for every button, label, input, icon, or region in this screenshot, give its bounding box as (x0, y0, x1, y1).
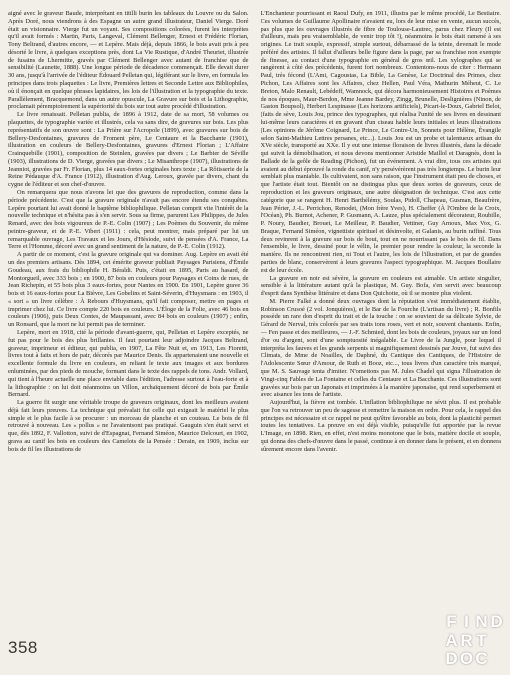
logo-letter: D (445, 649, 458, 669)
logo-letter (489, 632, 504, 651)
paragraph: La guerre fit surgir une véritable troupe de graveurs originaux, dont les meilleurs avaient déjà fait leurs preuves. La technique qui prévalait fut celle qui exigeait le matériel le plus simple et le plus facile à se procurer : un morceau de planche et un couteau. Le bois de fil retrouvé à nouveau. Les « pollus » ne l'avaientsont pas pratiqué. Gauguin s'en était servi et que, dès 1892, F. Vallotton, suivi de d'Espagnat, Fernand Siméon, Maurice Delcourt, en 1902, grava au canif les bois en couleurs des Camelots de la Pensée : Derain, en 1909, inclus sur bois de fil les illustrations de (8, 399, 249, 453)
paragraph: A partir de ce moment, c'est la gravure originale qui va dominer. Aug. Lepère en avait été un des premiers artisans. Dès 1894, cet émérite graveur publiait Paysages Parisiens, d'Émile Goudeau, aux frais du bibliophile H. Béraldi. Puis, c'était en 1895, Paris au hasard, de Montorgueil, avec 333 bois ; en 1900, 87 bois en couleurs pour Paysages et Coins de rues, de Jean Richepin, et 55 bois plus 3 eaux-fortes, pour Nantes en 1900. En 1901, Lepère grave 36 bois et 16 eaux-fortes pour La Bièvre, Les Gobelins et Saint-Séverin, d'Huysmans : en 1903, il « sort » un livre célèbre : À Rebours d'Huysmans, qu'il fait composer, mettre en pages et imprimer chez lui. Ce livre compte 220 bois en couleurs. L'Éloge de la Folie, avec 46 bois en couleurs (1906), puis Deux Contes, de Maupassant, avec 84 bois en couleurs (1907) ; enfin, un Ronsard, que la mort ne lui permit pas de terminer. (8, 251, 249, 329)
left-column (8, 10, 249, 624)
logo-letter: C (475, 649, 488, 669)
logo-letter (489, 650, 504, 669)
logo-letter: N (475, 612, 488, 631)
page-number: 358 (8, 638, 38, 657)
logo-letter: I (464, 612, 469, 631)
paragraph: M. Pierre Falké a donné deux ouvrages dont la réputation s'est immédiatement établie, Robinson Crusoé (2 vol. Jonquières), et le Bar de la Fourche (L'artisan du livre) ; R. Bonfils possède un rare don d'esprit du trait et de la touche : on se souvient de sa délicate Sylvie, de Gérard de Nerval, très colorés par ses traits tons roses, vert et noir, souvent chantants. Enfin, — Fen passe et des meilleures, — J.-F. Schmied, dont les bois de couleurs, joyaux sur un fond d'or ou d'argent, sont d'une somptuosité inégalable. Le Livre de la Jungle, pour lequel il interpréta les fauves et les grands serpents si magnifiquement dessinés par Jouve, fut suivi des Climats, de Mme de Noailles, de Daphné, du Cantique des Cantiques, de l'Histoire de l'Adolescente Sœur d'Amour, de Ruth et Booz, etc..., tous livres d'un caractère très marqué, que M. S. Sauvage tenta d'imiter. N'omettons pas M. Jules Chadel qui signa l'illustration de Vingt-cinq Fables de La Fontaine et celles du Centaure et La Bacchante. Ces illustrations sont gravées sur bois par un Japonais et imprimées à la manière japonaise, qui rend superbement et avec aisance les tons de l'artiste. (260, 297, 501, 399)
paragraph: La gravure en noir est sévère, la gravure en couleurs est aimable. Un artiste singulier, sensible à la littérature autant qu'à la plastique, M. Guy. Bofa, s'en servit avec beaucoup d'esprit dans Synthèse littéraire et dans Don Quichotte, où il se montre plus violent. (260, 274, 501, 298)
paragraph: L'Enchanteur pourrissant et Raoul Dufy, en 1911, illustra par le même procédé, Le Bestiaire. Ces volumes de Guillaume Apollinaire n'avaient eu, lors de leur mise en vente, aucun succès, pas plus que les ouvrages illustrés de fibre de Toulouse-Lautrec, parus chez Fleury (Il est d'ailleurs, mais peu vraisemblable, de venir trop tôt !), néanmoins le bois était ramené à ses origines. Le trait souple, expressif, simple surtout, débarrassé de la teinte, devenait le mode préféré des artistes. Il fallut d'ailleurs belle figure dans la page, par sa franchise non exempte de finesse, au contact d'une typographie en général de gros œil. Les xylographes qui se rangèrent à côté des précédents, furent fort nombreux. Contentons-nous de citer : Hermann Paul, très fécond (L'Ami, Cagoustas, La Bible, La Genèse, Le Doctrinal des Primes, chez Pichon, Les Affaires sont les Affaires, chez Hellen, Paul Véra, Mathurin Méheut, C. Le Breton, Malo Renault, Lebédeff, Wamnock, qui décora harmonieusement Histoires et Poèmes de nos époques, Maur-Berdon, Mme Jeanne Bardey, Zingg, Brunelle, Deslignières (Ninon, de Gaston Boupsol), Herbert Lespinasse (Les horizons artificiels), Picart-le-Doux, Gabriel Belot, (faits de sève, Louis Jou, prince des typographes, qui réalisa l'unité de ses livres en dessinant lui-même leurs caractères et en gravant d'un ciseau habile leurs initiales et leurs illustrations (Les opinions de Jérôme Coignard, Le Prince, Le Contre-Un, Sonnets pour Hélène, Évangile selon Saint-Mathieu Lettres persanes, etc...). Louis Jou est un probe et talentueux artisan du XVe siècle, transporté au XXe. Il y eut une intense floraison de livres illustrés, dans la décade qui suivit la démobilisation, et nous devons mentionner Aristide Maillol et Daragnès, dont la Ballade de la geôle de Reading (Pichon), fut un événement. A vrai dire, tous ces artistes qui avaient au début éprouvé la ronde du canif, n'y persévérèrent pas très longtemps. Le burin leur semblait plus maniable. Ils cultivaient, non sans raison, que l'instrument était peu de choses, et que l'artiste était tout. Bientôt on ne distingua plus que deux sortes de graveurs, ceux de reproduction et les graveurs originaux, une autre désignation de technique. C'est aux cette catégorie que se rangent H. Henri Barthélémy, Soulas, Pidoll, Chapeau, Gusman, Beaufrère, Jean Périer, J.-L. Perrichon, Renodet, (Mon frère Yves), H. Cheffer (À l'Ombre de la Croix, l'Océan), Ph. Burnot, Achener, P. Gusmann, A. Lauze, plus spécialement décorateur, Roubille, P. Noury, Baudier, Brouet, Le Meilleur, P. Baudier, Vettiner, Guy Arnoux, Max Vox, G. Braque, Fernand Siméon, vignettiste spirituel et désinvolte, et Galanis, au burin raffiné. Tous deux revinrent à la gravure sur bois de bout, tout en ne nourrissant pas le bois de fil. Dans l'ensemble, le livre, dessiné pour le vélin, le premier pour rendre la couleur, la seconde la manière. Ils ne rencontrent rien, ni Tout et l'autre, les lois de l'illustration, et par de grandes parties de blanc, conservèrent à leurs gravures l'aspect typographique. M. Jacques Boullaire est de leur école. (260, 10, 501, 274)
right-column (261, 10, 502, 624)
logo-letter: A (445, 630, 458, 650)
logo-letter: R (460, 630, 473, 650)
paragraph: On remarquera que nous n'avons lei que des gravures de reproduction, comme dans la période précédente. C'est que la gravure originale n'avait pas encore étendu ses conquêtes. Lepère pourtant lui avait donné le baptême bibliophilique. Pelletan comprit vite l'intérêt de la nouvelle technique et n'hésita pas à s'en servir. Sous sa firme, parurent Les Philippes, de Jules Renard, avec des bois vigoureux de P.-E. Colin (1907) ; Les Poèmes du Souvenir, du même peintre-graveur, et de P.-E. Vibert (1911) : cela, peut montrer, mais préparé par lui un remarquable ouvrage, Les Travaux et les Jours, d'Hésiode, suivi de pensées d'A. France, La Terre et l'Homme, décoré avec un grand sentiment de la nature, de P.-E. Colin (1912). (8, 188, 249, 251)
paragraph: Le livre renaissait. Pelletan publia, de 1896 à 1912, date de sa mort, 58 volumes ou plaquettes, de typographie variée et illustrés, cela va sans dire, de gravures sur bois. Les plus représentatifs de son œuvre sont : La Prière sur l'Acropole (1899), avec gravures sur bois de Bellery-Desfontaines, gravures de Froment père, Le Centaure et la Bacchante (1901), illustration en couleurs de Bellery-Desfontaines, gravures d'Ernest Florian ; L'Affaire Crainquebille (1901), composition de Steinlen, gravées par divers ; Le Barbier de Séville (1903), illustrations de D. Vierge, gravées par divers ; Le Misanthrope (1907), illustrations de Jeanniot, gravées par Fr. Florian, plus 14 eaux-fortes originales hors texte ; La Rôtisserie de la Reine Pédauque d'A. France (1912), illustration d'Aug. Leroux, gravée par divers, chant du cygne de l'éditeur et son chef-d'œuvre. (8, 111, 249, 189)
logo-letter: O (459, 649, 474, 669)
paragraph: Lepère, mort en 1918, cité la période d'avant-guerre, qui, Pelletan et Lepère exceptés, ne fut pas pour le bois des plus brillantes. Il faut pourtant leur adjoindre Jacques Beltrand, graveur, imprimeur et éditeur, qui publia, en 1907, La Fête Nuit et, en 1913, Les Fioretti, livres tout à faits et hors de pair, décorés par Maurice Denis. Ils appartenaient une nouvelle et excellente formule du livre en couleurs, en reliant le texte aux images et aux bordures enluminées, par des pieds de mouche, formant dans le texte des rappels de tons. Andr. Vollard, qui tient à l'heure actuelle une place enviable dans l'édition, l'adresse surtout à l'eau-forte et à la lithographie : on lui doit néanmoins un Villon, archaïquement décoré de bois par Émile Bernard. (8, 329, 249, 399)
logo-letter: T (476, 630, 487, 650)
text-columns (8, 10, 501, 624)
paragraph: Aujourd'hui, la fièvre est tombée. L'inflation bibliophilique ne sévit plus. Il est probable que l'on va retrouver un peu de sagesse et remettre la maison en ordre. Pour cela, le rappel des principes est nécessaire et ce rappel ne peut qu'être favorable au bois, dont la plasticité permet toutes les tentatives. La preuve en est déjà visible, puisqu'elle fut apportée par la revue L'Image, en 1898. Rien, en effet, n'est moins monotone que le bois, matière docile et souple, qui donna des chefs-d'œuvre dans le passé, continue à en donner dans le présent, et en donnera sûrement encore dans l'avenir. (260, 399, 501, 453)
findartdoc-watermark-logo (444, 613, 504, 669)
paragraph: aigné avec le graveur Baude, interprétant en titilli burin les tableaux du Louvre ou du Salon. Après Doré, nous viendrons à des Espagne un autre grand illustrateur, Daniel Vierge. Doré était un visionnaire. Vierge fut un voyant. Ses compositions colorées, furent les interprètes qu'il avait formés : Martin, Paris, Langeval, Clément Bellenger, Ernest et Frédéric Florian, Tony Beltrand, d'autres encore, — et Lepère. Mais déjà, depuis 1866, le bois avait pris à peu désorté le livre, à quelques exceptions près, dont La Vie Rustique, d'André Theuriet, illustrée de fusains de Lhermitte, gravés par Clément Bellenger avec autant de franchise que de sensibilité (Launette, 1888). Une longue période de décadence commençait. Elle devait durer 30 ans, jusqu'à l'arrivée de l'éditeur Édouard Pelletan qui, légiférant sur le livre, en formula les principes dans trois plaquettes : Le livre, Premières lettres et Seconde Lettre aux Bibliophiles, où il énonçait en quelque phrases lapidaires, les lois de l'illustration et la typographie du texte. Parallèlement, Bracquemond, dans un autre opuscule, La Gravure sur bois et la Lithographie, proclamait péremptoirement la supériorité du bois sur tout autre procédé d'illustration. (8, 10, 249, 111)
logo-letter: D (490, 612, 503, 631)
logo-letter: F (446, 612, 457, 631)
